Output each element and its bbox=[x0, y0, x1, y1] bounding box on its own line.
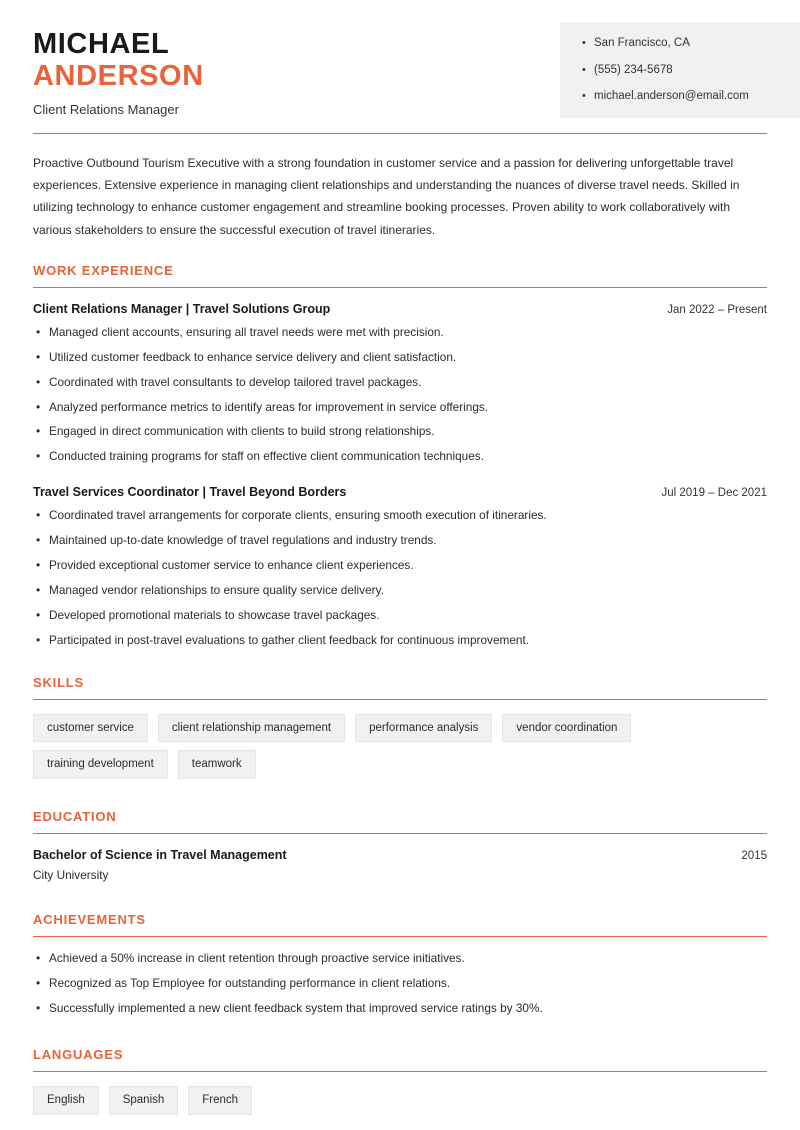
resume-header bbox=[0, 0, 800, 118]
name-last: ANDERSON bbox=[33, 60, 204, 93]
language-tag: French bbox=[188, 1086, 252, 1115]
job-bullet: • Utilized customer feedback to enhance service delivery and client satisfaction. bbox=[33, 350, 767, 366]
education-header bbox=[33, 848, 767, 862]
achievement-item: • Achieved a 50% increase in client retention through proactive service initiatives. bbox=[33, 951, 767, 967]
job-bullet-list bbox=[33, 325, 767, 466]
job-bullet: • Coordinated travel arrangements for corporate clients, ensuring smooth execution of itineraries. bbox=[33, 508, 767, 524]
section-divider bbox=[33, 936, 767, 937]
location-bullet-icon: • bbox=[582, 37, 586, 49]
job-entry bbox=[33, 485, 767, 649]
job-bullet: • Provided exceptional customer service to enhance client experiences. bbox=[33, 558, 767, 574]
phone-bullet-icon: • bbox=[582, 63, 586, 76]
language-tag: Spanish bbox=[109, 1086, 179, 1115]
section-work-experience bbox=[0, 263, 800, 649]
section-achievements bbox=[0, 912, 800, 1017]
summary-text: Proactive Outbound Tourism Executive with a strong foundation in customer service and a passion for delivering unforgettable travel experiences. Extensive experience in managing client relationships and understanding the nuances of diverse travel needs. Skilled in utilizing technology to enhance customer engagement and streamline booking processes. Proven ability to work collaboratively with various stakeholders to ensure the successful execution of travel itineraries. bbox=[33, 156, 740, 237]
skill-tag: training development bbox=[33, 750, 168, 779]
job-header bbox=[33, 302, 767, 316]
job-dates: Jul 2019 – Dec 2021 bbox=[661, 487, 767, 500]
achievement-item: • Recognized as Top Employee for outstanding performance in client relations. bbox=[33, 976, 767, 992]
section-languages bbox=[0, 1047, 800, 1115]
job-dates: Jan 2022 – Present bbox=[667, 303, 767, 316]
contact-box bbox=[560, 22, 800, 118]
job-bullet: • Participated in post-travel evaluations to gather client feedback for continuous improvement. bbox=[33, 633, 767, 649]
education-entry bbox=[33, 848, 767, 882]
section-divider bbox=[33, 699, 767, 700]
language-tag: English bbox=[33, 1086, 99, 1115]
education-year: 2015 bbox=[741, 850, 767, 863]
section-skills bbox=[0, 675, 800, 779]
contact-location bbox=[582, 36, 784, 52]
skill-tag: performance analysis bbox=[355, 714, 492, 743]
job-bullet: • Conducted training programs for staff on effective client communication techniques. bbox=[33, 449, 767, 465]
email-bullet-icon: • bbox=[582, 90, 586, 103]
job-entry bbox=[33, 302, 767, 466]
job-bullet: • Engaged in direct communication with clients to build strong relationships. bbox=[33, 424, 767, 440]
section-title-skills: SKILLS bbox=[33, 674, 85, 690]
job-bullet: • Managed vendor relationships to ensure quality service delivery. bbox=[33, 583, 767, 599]
job-bullet: • Developed promotional materials to showcase travel packages. bbox=[33, 608, 767, 624]
job-heading: Travel Services Coordinator | Travel Beyond Borders bbox=[33, 485, 347, 500]
skill-tag: client relationship management bbox=[158, 714, 345, 743]
section-title-languages: LANGUAGES bbox=[33, 1046, 124, 1062]
job-bullet: • Maintained up-to-date knowledge of travel regulations and industry trends. bbox=[33, 533, 767, 549]
skill-tag: customer service bbox=[33, 714, 148, 743]
achievement-list bbox=[33, 951, 767, 1017]
section-title-education: EDUCATION bbox=[33, 809, 117, 825]
header-identity bbox=[0, 22, 204, 117]
section-divider bbox=[33, 833, 767, 834]
achievement-item: • Successfully implemented a new client feedback system that improved service ratings by 30%. bbox=[33, 1001, 767, 1017]
contact-phone-text: (555) 234-5678 bbox=[594, 63, 673, 76]
contact-phone bbox=[582, 63, 784, 79]
job-bullet-list bbox=[33, 508, 767, 649]
job-title: Client Relations Manager bbox=[33, 101, 179, 117]
section-divider bbox=[33, 1071, 767, 1072]
contact-email-text: michael.anderson@email.com bbox=[594, 90, 749, 103]
job-bullet: • Analyzed performance metrics to identify areas for improvement in service offerings. bbox=[33, 400, 767, 416]
section-education bbox=[0, 809, 800, 882]
skill-tag: teamwork bbox=[178, 750, 256, 779]
job-bullet: • Managed client accounts, ensuring all travel needs were met with precision. bbox=[33, 325, 767, 341]
languages-tag-list bbox=[33, 1086, 767, 1115]
skill-tag: vendor coordination bbox=[502, 714, 631, 743]
job-header bbox=[33, 485, 767, 499]
education-degree: Bachelor of Science in Travel Management bbox=[33, 848, 287, 863]
contact-email[interactable] bbox=[582, 89, 784, 105]
contact-location-text: San Francisco, CA bbox=[594, 37, 690, 49]
job-bullet: • Coordinated with travel consultants to develop tailored travel packages. bbox=[33, 375, 767, 391]
section-title-work-experience: WORK EXPERIENCE bbox=[33, 262, 174, 278]
name-first: MICHAEL bbox=[33, 28, 170, 60]
skills-tag-list bbox=[33, 714, 767, 779]
section-title-achievements: ACHIEVEMENTS bbox=[33, 912, 146, 928]
education-school: City University bbox=[33, 868, 109, 883]
section-divider bbox=[33, 287, 767, 288]
job-heading: Client Relations Manager | Travel Solutions Group bbox=[33, 301, 331, 316]
